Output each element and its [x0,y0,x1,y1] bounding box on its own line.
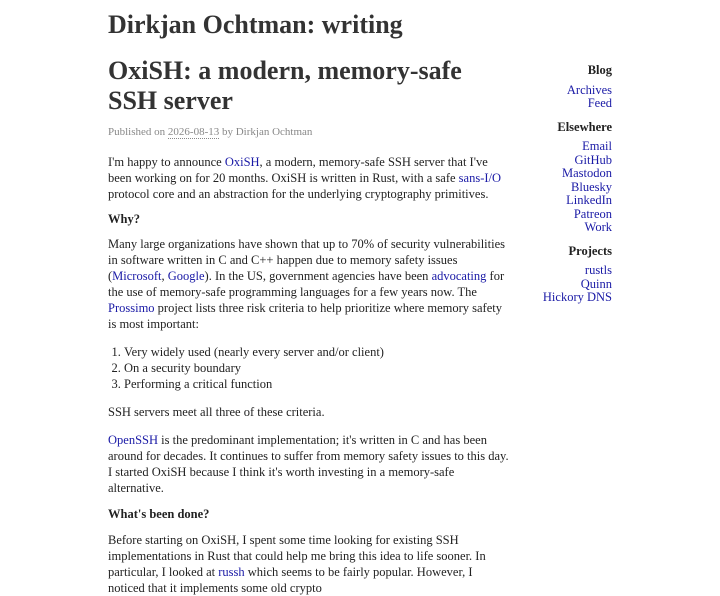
blog-heading: Blog [587,63,612,77]
projects-links [492,264,612,305]
linkedin-link[interactable]: LinkedIn [566,193,612,207]
elsewhere-heading: Elsewhere [557,119,612,134]
text: ). In the US, government agencies have been [204,269,432,283]
intro-paragraph [108,154,510,202]
criteria-list [108,344,510,392]
list-item: 3. Performing a critical function [124,376,510,392]
criteria-summary: SSH servers meet all three of these criteria. [108,405,325,419]
text: project lists three risk criteria to help prioritize where memory safety is most important: [108,301,502,331]
archives-link[interactable]: Archives [566,82,612,97]
sans-io-link[interactable]: sans-I/O [458,171,502,185]
prossimo-link[interactable]: Prossimo [108,301,155,315]
openssh-paragraph [108,432,510,496]
by-label: by [221,126,233,138]
why-paragraph [108,236,510,332]
text: is the predominant implementation; it's written in C and has been around for decades. It continues to suffer from memory safety issues to this day. I started OxiSH because I think it's worth investing in a memory-safe alternative. [108,433,509,495]
text: , [161,269,168,283]
text: Many large organizations have shown that up to 70% of security vulnerabilities in software written in C and C++ happen due to memory safety issues ( [108,237,506,283]
rustls-link[interactable]: rustls [584,263,612,277]
github-link[interactable]: GitHub [574,152,612,167]
text: which seems to be fairly popular. However, I noticed that it implements some old crypto [108,565,473,595]
microsoft-link[interactable]: Microsoft [112,269,162,283]
hickory-dns-link[interactable]: Hickory DNS [542,290,612,304]
text: , a modern, memory-safe SSH server that I've been working on for 20 months. OxiSH is written in Rust, with a safe [108,155,488,185]
post-date: 2026-08-13 [167,126,220,138]
patreon-link[interactable]: Patreon [573,206,612,221]
oxish-link[interactable]: OxiSH [224,155,260,169]
projects-heading: Projects [568,243,612,258]
work-link[interactable]: Work [584,220,612,234]
sidebar [492,64,612,305]
quinn-link[interactable]: Quinn [580,276,612,291]
article [108,56,510,596]
google-link[interactable]: Google [167,269,205,283]
text: Before starting on OxiSH, I spent some time looking for existing SSH implementations in Rust that could help me bring this idea to life sooner. In particular, I looked at [108,533,486,579]
bluesky-link[interactable]: Bluesky [571,179,612,194]
feed-link[interactable]: Feed [587,96,612,110]
mastodon-link[interactable]: Mastodon [562,166,612,180]
text: for the use of memory-safe programming languages for a few years now. The [108,269,505,299]
site-title[interactable]: Dirkjan Ochtman: writing [108,10,403,39]
elsewhere-links [492,140,612,235]
blog-links [492,84,612,111]
list-item: 1. Very widely used (nearly every server and/or client) [124,344,510,360]
whats-done-paragraph [108,532,510,596]
post-title: OxiSH: a modern, memory-safe SSH server [108,56,462,115]
advocating-link[interactable]: advocating [431,269,487,283]
openssh-link[interactable]: OpenSSH [108,433,159,447]
whats-done-heading: What's been done? [108,507,210,521]
email-link[interactable]: Email [582,139,612,153]
text: I'm happy to announce [108,155,225,169]
why-heading: Why? [108,212,140,226]
post-meta [108,126,510,138]
text: protocol core and an abstraction for the underlying cryptography primitives. [108,187,489,201]
post-author: Dirkjan Ochtman [235,126,313,138]
published-on-label: Published on [108,126,166,138]
list-item: 2. On a security boundary [124,360,510,376]
russh-link[interactable]: russh [218,565,245,579]
